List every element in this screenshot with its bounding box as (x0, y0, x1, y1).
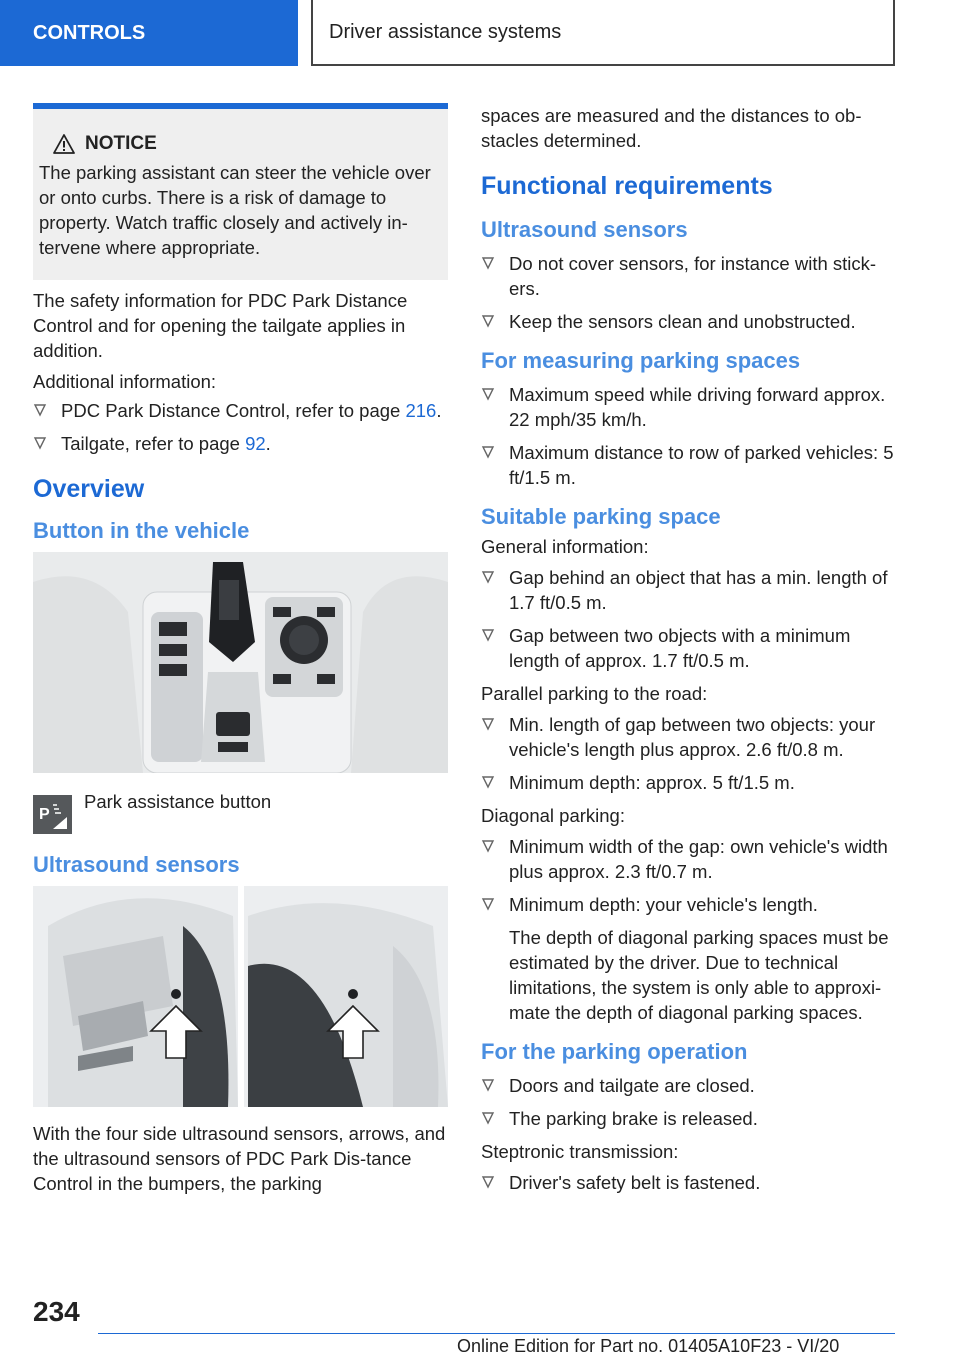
general-info-label: General information: (481, 536, 649, 557)
list-item (33, 398, 448, 423)
list-item (481, 309, 901, 334)
continuation-text: spaces are measured and the distances to ob-stacles determined. (481, 105, 862, 151)
list-item (481, 892, 901, 917)
list-text: Maximum distance to row of parked vehicles: 5 ft/1.5 m. (509, 442, 894, 488)
ultrasound-sensors-image (33, 886, 448, 1107)
list-item (481, 712, 901, 762)
list-item (481, 834, 901, 884)
list-text: Do not cover sensors, for instance with stick-ers. (509, 253, 877, 299)
bullet-triangle-icon (481, 567, 495, 587)
bullet-triangle-icon (481, 1108, 495, 1128)
measuring-heading: For measuring parking spaces (481, 348, 801, 373)
list-text: Maximum speed while driving forward approx. 22 mph/35 km/h. (509, 384, 886, 430)
list-text: Minimum depth: approx. 5 ft/1.5 m. (509, 772, 795, 793)
ultrasound-heading-right: Ultrasound sensors (481, 217, 688, 242)
page-link-216[interactable]: 216 (405, 400, 437, 421)
bullet-triangle-icon (33, 400, 47, 420)
chapter-title: Driver assistance systems (311, 0, 895, 66)
bullet-triangle-icon (481, 1172, 495, 1192)
notice-box (33, 103, 448, 280)
list-item (33, 431, 448, 456)
bullet-triangle-icon (481, 311, 495, 331)
list-item (481, 565, 901, 615)
list-item (481, 623, 901, 673)
page-link-92[interactable]: 92 (245, 433, 266, 454)
diagonal-label: Diagonal parking: (481, 805, 625, 826)
list-item (481, 382, 901, 432)
suitable-space-heading: Suitable parking space (481, 504, 721, 529)
svg-text:P: P (39, 806, 50, 823)
button-heading: Button in the vehicle (33, 518, 250, 543)
warning-icon (53, 134, 75, 154)
list-text: Min. length of gap between two objects: your vehicle's length plus approx. 2.6 ft/0.8 m. (509, 714, 876, 760)
bullet-text: Tailgate, refer to page (61, 433, 246, 454)
park-assist-icon (33, 795, 72, 834)
bullet-triangle-icon (481, 442, 495, 462)
figure-caption: Park assistance button (84, 791, 272, 812)
ultrasound-list (481, 251, 901, 334)
list-item (481, 1106, 901, 1131)
overview-heading: Overview (33, 475, 145, 503)
bullet-triangle-icon (481, 384, 495, 404)
safety-info-text: The safety information for PDC Park Distance Control and for opening the tailgate applies in addition. (33, 290, 408, 361)
bullet-triangle-icon (481, 772, 495, 792)
notice-text: The parking assistant can steer the vehicle over or onto curbs. There is a risk of damage to property. Watch traffic closely and actively in-tervene where appropriate. (39, 162, 431, 258)
bullet-triangle-icon (33, 433, 47, 453)
operation-list (481, 1073, 901, 1131)
bullet-end: . (436, 400, 442, 421)
steptronic-label: Steptronic transmission: (481, 1141, 679, 1162)
notice-label: NOTICE (85, 133, 157, 154)
list-text: Gap between two objects with a minimum length of approx. 1.7 ft/0.5 m. (509, 625, 851, 671)
bullet-end: . (265, 433, 271, 454)
list-item (481, 440, 901, 490)
diagonal-note: The depth of diagonal parking spaces must be estimated by the driver. Due to technical limitations, the system is only able to approxi-mate the depth of diagonal parking spaces. (509, 927, 889, 1023)
bullet-triangle-icon (481, 625, 495, 645)
list-text: The parking brake is released. (509, 1108, 758, 1129)
list-text: Gap behind an object that has a min. length of 1.7 ft/0.5 m. (509, 567, 888, 613)
ultrasound-description: With the four side ultrasound sensors, arrows, and the ultrasound sensors of PDC Park Dis-tance Control in the bumpers, the parking (33, 1123, 446, 1194)
center-console-image (33, 552, 448, 773)
list-text: Driver's safety belt is fastened. (509, 1172, 761, 1193)
list-item (481, 1073, 901, 1098)
parallel-list (481, 712, 901, 795)
parking-operation-heading: For the parking operation (481, 1039, 748, 1064)
list-item (481, 251, 901, 301)
list-text: Minimum width of the gap: own vehicle's width plus approx. 2.3 ft/0.7 m. (509, 836, 888, 882)
page-number: 234 (33, 1296, 80, 1327)
caption-row (33, 789, 448, 834)
list-item (481, 770, 901, 795)
measuring-list (481, 382, 901, 490)
bullet-text: PDC Park Distance Control, refer to page (61, 400, 406, 421)
notice-heading (39, 131, 442, 156)
left-column (33, 103, 448, 1202)
steptronic-list (481, 1170, 901, 1195)
diagonal-list (481, 834, 901, 917)
bullet-triangle-icon (481, 836, 495, 856)
ultrasound-heading-left: Ultrasound sensors (33, 852, 240, 877)
functional-requirements-heading: Functional requirements (481, 172, 773, 200)
section-tab[interactable]: CONTROLS (0, 0, 298, 66)
list-text: Keep the sensors clean and unobstructed. (509, 311, 856, 332)
bullet-triangle-icon (481, 714, 495, 734)
list-item (481, 1170, 901, 1195)
right-column (481, 103, 901, 1205)
edition-text: Online Edition for Part no. 01405A10F23 - VI/20 (457, 1336, 840, 1356)
parallel-label: Parallel parking to the road: (481, 683, 708, 704)
additional-info-list (33, 398, 448, 456)
list-text: Doors and tailgate are closed. (509, 1075, 755, 1096)
bullet-triangle-icon (481, 1075, 495, 1095)
additional-info-label: Additional information: (33, 371, 217, 392)
bullet-triangle-icon (481, 894, 495, 914)
list-text: Minimum depth: your vehicle's length. (509, 894, 818, 915)
bullet-triangle-icon (481, 253, 495, 273)
general-list (481, 565, 901, 673)
